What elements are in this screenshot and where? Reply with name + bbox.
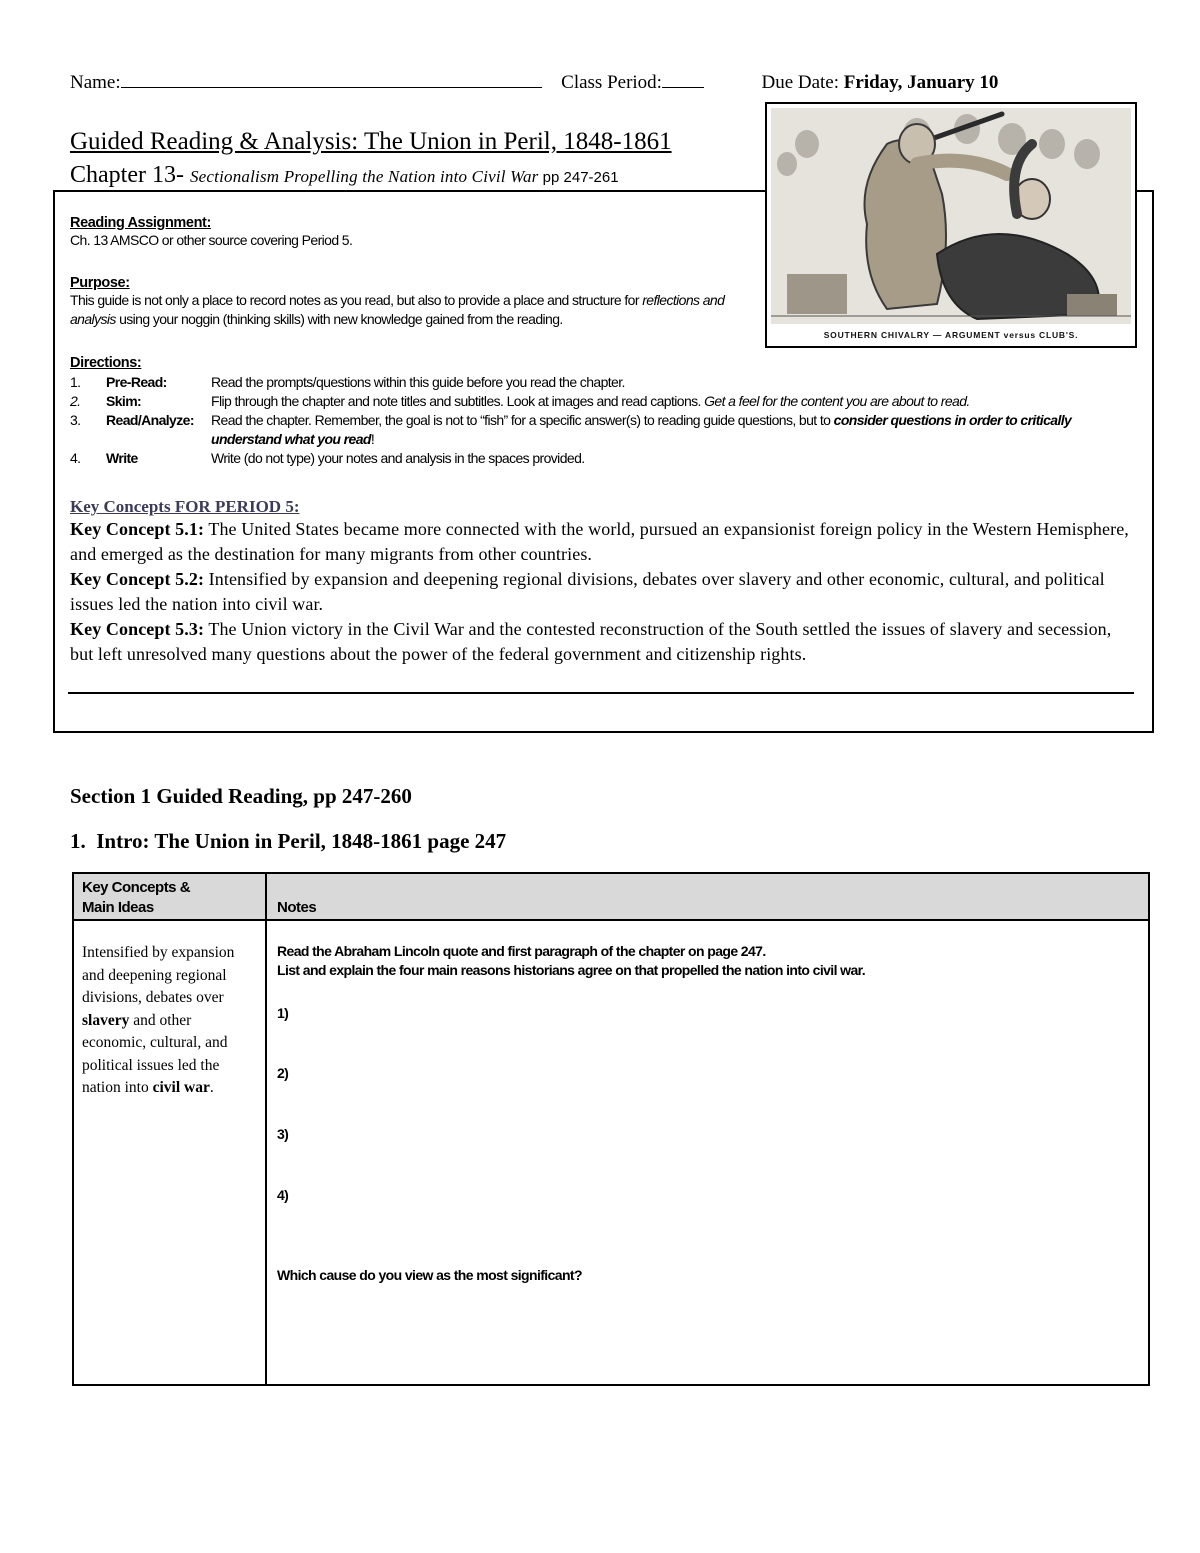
reading-assignment-label: Reading Assignment: [70,215,211,231]
purpose [70,275,760,329]
cartoon-image [765,102,1137,348]
notes-answer-3[interactable]: 3) [277,1126,289,1142]
table-header-line: Main Ideas [82,899,154,916]
direction-number: 4. [70,450,81,466]
direction-text [211,411,1136,449]
name-field[interactable] [121,73,542,88]
direction-number: 2. [70,393,81,409]
direction-item [70,449,1140,468]
main-idea-text: and other economic, cultural, and political issues led the nation into [82,1011,228,1096]
direction-text-italic: Get a feel for the content you are about to read. [704,393,970,409]
direction-text-emphasis: consider questions in order to critically understand what you read [211,412,1072,447]
reading-assignment-text: Ch. 13 AMSCO or other source covering Period 5. [70,232,353,248]
column-divider [265,872,267,1386]
table-header-line: Key Concepts & [82,879,191,896]
question-number: 1. [70,829,86,853]
direction-item [70,411,1140,449]
direction-item [70,373,1140,392]
chapter-title [70,162,619,189]
notes-answer-4[interactable]: 4) [277,1187,289,1203]
class-period-label: Class Period: [561,72,662,93]
direction-text-start: Flip through the chapter and note titles and subtitles. Look at images and read captions. [211,393,705,409]
key-concept-item [70,517,1135,567]
divider [68,692,1134,694]
main-idea-text: Intensified by expansion and deepening regional divisions, debates over [82,944,235,1006]
purpose-text-italic: reflections and analysis [70,292,725,327]
directions-label: Directions: [70,355,142,371]
question-heading [70,829,506,854]
key-concept-text: Intensified by expansion and deepening regional divisions, debates over slavery and other economic, cultural, and political issues led the nation into civil war. [70,569,1105,614]
purpose-text-start: This guide is not only a place to record notes as you read, but also to provide a place and structure for [70,292,643,308]
class-period-field[interactable] [662,73,704,88]
direction-term: Write [106,450,138,466]
table-header-notes: Notes [277,899,317,916]
key-concepts-heading: Key Concepts FOR PERIOD 5: [70,497,300,516]
purpose-label: Purpose: [70,275,130,291]
section-heading: Section 1 Guided Reading, pp 247-260 [70,784,412,808]
direction-item [70,392,1140,411]
direction-text [211,392,1131,411]
key-concept-label: Key Concept 5.2: [70,569,205,589]
key-concept-label: Key Concept 5.3: [70,619,205,639]
main-idea-cell [82,942,252,1100]
key-concepts [70,497,1135,667]
chapter-subtitle: Sectionalism Propelling the Nation into Civil War [189,167,539,186]
key-concept-item [70,617,1135,667]
direction-number: 3. [70,412,81,428]
question-title: Intro: The Union in Peril, 1848-1861 page 247 [96,829,507,853]
main-idea-text: . [209,1079,214,1096]
due-date-label: Due Date: [761,72,844,93]
main-idea-emphasis: slavery [82,1011,130,1029]
cartoon-illustration [767,104,1135,346]
direction-text-start: Read the chapter. Remember, the goal is not to “fish” for a specific answer(s) to reading guide questions, but to [211,412,834,428]
table-header-key-concepts [82,878,252,918]
notes-instruction: Read the Abraham Lincoln quote and first paragraph of the chapter on page 247. [277,943,766,959]
notes-answer-2[interactable]: 2) [277,1065,289,1081]
purpose-text [70,291,760,329]
key-concept-label: Key Concept 5.1: [70,519,205,539]
purpose-text-end: using your noggin (thinking skills) with new knowledge gained from the reading. [115,311,563,327]
notes-final-question[interactable]: Which cause do you view as the most significant? [277,1267,582,1283]
main-idea-emphasis: civil war [152,1079,210,1096]
due-date-value: Friday, January 10 [843,72,999,93]
name-label: Name: [70,72,121,93]
key-concept-text: The United States became more connected with the world, pursued an expansionist foreign policy in the Western Hemisphere, and emerged as the destination for many migrants from other countries. [70,519,1129,564]
direction-number: 1. [70,374,81,390]
notes-instruction: List and explain the four main reasons historians agree on that propelled the nation into civil war. [277,962,866,978]
chapter-label: Chapter 13- [70,162,190,188]
direction-text-end: ! [370,431,375,447]
chapter-pages: pp 247-261 [538,169,619,186]
header-line [70,72,1150,94]
direction-term: Skim: [106,393,142,409]
directions [70,355,1140,468]
key-concept-text: The Union victory in the Civil War and the contested reconstruction of the South settled the issues of slavery and secession, but left unresolved many questions about the power of the federal government and citizenship rights. [70,619,1112,664]
page-title: Guided Reading & Analysis: The Union in Peril, 1848-1861 [70,128,672,155]
direction-term: Read/Analyze: [106,412,194,428]
direction-text: Write (do not type) your notes and analysis in the spaces provided. [211,450,585,466]
direction-term: Pre-Read: [106,374,167,390]
notes-answer-1[interactable]: 1) [277,1005,289,1021]
key-concept-item [70,567,1135,617]
direction-text: Read the prompts/questions within this guide before you read the chapter. [211,374,625,390]
cartoon-caption: SOUTHERN CHIVALRY — ARGUMENT versus CLUB'S. [823,330,1079,340]
reading-assignment [70,215,750,250]
